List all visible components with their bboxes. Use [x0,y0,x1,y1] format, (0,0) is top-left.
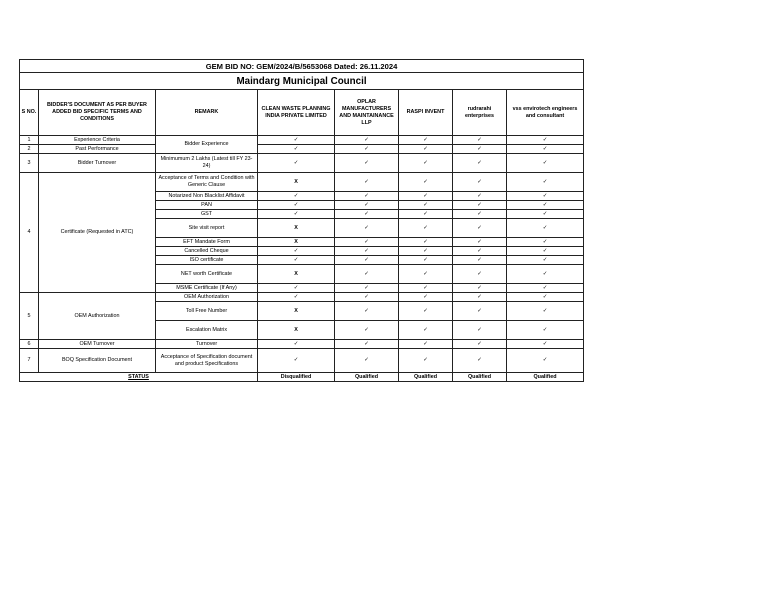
check-mark: ✓ [453,321,507,340]
status-bidder-5: Qualified [507,373,584,382]
cross-mark: X [258,265,335,284]
row-number: 3 [20,154,39,173]
check-mark: ✓ [258,256,335,265]
check-mark: ✓ [399,192,453,201]
header-row [20,90,584,136]
status-bidder-2: Qualified [335,373,399,382]
check-mark: ✓ [507,173,584,192]
check-mark: ✓ [335,302,399,321]
table-row [20,340,584,349]
check-mark: ✓ [453,284,507,293]
check-mark: ✓ [453,293,507,302]
check-mark: ✓ [258,136,335,145]
check-mark: ✓ [258,201,335,210]
document-cell: Past Performance [39,145,156,154]
remark-cell: Acceptance of Specification document and product Specifications [156,349,258,373]
check-mark: ✓ [453,265,507,284]
check-mark: ✓ [399,238,453,247]
check-mark: ✓ [453,154,507,173]
check-mark: ✓ [453,145,507,154]
remark-cell: Escalation Matrix [156,321,258,340]
table-row [20,173,584,192]
check-mark: ✓ [335,238,399,247]
status-row [20,373,584,382]
header-bidder-1: CLEAN WASTE PLANNING INDIA PRIVATE LIMITED [258,90,335,136]
check-mark: ✓ [453,340,507,349]
bid-evaluation-table [19,59,584,382]
bid-number-title: GEM BID NO: GEM/2024/B/5653068 Dated: 26.11.2024 [20,60,584,73]
check-mark: ✓ [399,210,453,219]
check-mark: ✓ [453,238,507,247]
check-mark: ✓ [335,192,399,201]
check-mark: ✓ [453,192,507,201]
check-mark: ✓ [335,136,399,145]
check-mark: ✓ [453,173,507,192]
check-mark: ✓ [399,293,453,302]
remark-cell: Notarized Non Blacklist Affidavit [156,192,258,201]
check-mark: ✓ [507,201,584,210]
remark-cell: Acceptance of Terms and Condition with Generic Clause [156,173,258,192]
status-label: STATUS [20,373,258,382]
header-bidder-2: OPLAR MANUFACTURERS AND MAINTAINANCE LLP [335,90,399,136]
check-mark: ✓ [507,340,584,349]
check-mark: ✓ [507,136,584,145]
check-mark: ✓ [453,247,507,256]
check-mark: ✓ [335,340,399,349]
check-mark: ✓ [258,154,335,173]
check-mark: ✓ [507,192,584,201]
check-mark: ✓ [507,247,584,256]
check-mark: ✓ [453,210,507,219]
remark-cell: Toll Free Number [156,302,258,321]
check-mark: ✓ [399,321,453,340]
header-bidder-5: vss envirotech engineers and consultant [507,90,584,136]
remark-cell: ISO certificate [156,256,258,265]
check-mark: ✓ [399,349,453,373]
remark-cell: Site visit report [156,219,258,238]
check-mark: ✓ [335,293,399,302]
document-cell: Certificate (Requested in ATC) [39,173,156,293]
check-mark: ✓ [335,284,399,293]
check-mark: ✓ [399,302,453,321]
check-mark: ✓ [335,256,399,265]
check-mark: ✓ [507,284,584,293]
check-mark: ✓ [507,210,584,219]
header-remark: REMARK [156,90,258,136]
header-sno: S NO. [20,90,39,136]
table-row [20,293,584,302]
check-mark: ✓ [453,302,507,321]
check-mark: ✓ [507,349,584,373]
check-mark: ✓ [258,145,335,154]
check-mark: ✓ [399,154,453,173]
check-mark: ✓ [507,256,584,265]
check-mark: ✓ [453,349,507,373]
check-mark: ✓ [507,145,584,154]
check-mark: ✓ [507,293,584,302]
check-mark: ✓ [507,265,584,284]
document-cell: Bidder Turnover [39,154,156,173]
remark-cell: MSME Certificate (If Any) [156,284,258,293]
check-mark: ✓ [335,265,399,284]
status-bidder-3: Qualified [399,373,453,382]
remark-cell: Cancelled Cheque [156,247,258,256]
status-bidder-4: Qualified [453,373,507,382]
check-mark: ✓ [258,247,335,256]
check-mark: ✓ [399,136,453,145]
remark-cell: PAN [156,201,258,210]
check-mark: ✓ [399,340,453,349]
cross-mark: X [258,302,335,321]
row-number: 1 [20,136,39,145]
remark-cell: GST [156,210,258,219]
cross-mark: X [258,173,335,192]
check-mark: ✓ [507,302,584,321]
check-mark: ✓ [258,293,335,302]
check-mark: ✓ [335,321,399,340]
check-mark: ✓ [258,210,335,219]
document-cell: OEM Authorization [39,293,156,340]
check-mark: ✓ [258,340,335,349]
remark-cell: EFT Mandate Form [156,238,258,247]
check-mark: ✓ [335,145,399,154]
cross-mark: X [258,321,335,340]
check-mark: ✓ [258,349,335,373]
remark-cell: OEM Authorization [156,293,258,302]
check-mark: ✓ [399,173,453,192]
check-mark: ✓ [335,173,399,192]
check-mark: ✓ [453,256,507,265]
check-mark: ✓ [399,201,453,210]
table-row [20,154,584,173]
check-mark: ✓ [507,238,584,247]
table-row [20,136,584,145]
check-mark: ✓ [335,154,399,173]
remark-cell: NET worth Certificate [156,265,258,284]
row-number: 2 [20,145,39,154]
check-mark: ✓ [335,210,399,219]
check-mark: ✓ [335,349,399,373]
check-mark: ✓ [399,247,453,256]
check-mark: ✓ [258,192,335,201]
cross-mark: X [258,238,335,247]
check-mark: ✓ [258,284,335,293]
table-row [20,349,584,373]
check-mark: ✓ [335,201,399,210]
status-bidder-1: Disqualified [258,373,335,382]
row-number: 4 [20,173,39,293]
check-mark: ✓ [507,219,584,238]
table-row [20,145,584,154]
check-mark: ✓ [453,201,507,210]
check-mark: ✓ [453,219,507,238]
document-cell: OEM Turnover [39,340,156,349]
row-number: 7 [20,349,39,373]
check-mark: ✓ [399,256,453,265]
check-mark: ✓ [399,145,453,154]
remark-cell: Turnover [156,340,258,349]
check-mark: ✓ [335,247,399,256]
document-cell: BOQ Specification Document [39,349,156,373]
row-number: 6 [20,340,39,349]
header-bidder-4: rudrarahi enterprises [453,90,507,136]
check-mark: ✓ [399,265,453,284]
check-mark: ✓ [335,219,399,238]
check-mark: ✓ [507,154,584,173]
check-mark: ✓ [453,136,507,145]
check-mark: ✓ [399,284,453,293]
check-mark: ✓ [399,219,453,238]
remark-cell: Minimumum 2 Lakhs (Latest till FY 23-24) [156,154,258,173]
header-bidder-3: RASPI INVENT [399,90,453,136]
document-cell: Experience Criteria [39,136,156,145]
check-mark: ✓ [507,321,584,340]
council-title: Maindarg Municipal Council [20,73,584,90]
remark-cell: Bidder Experience [156,136,258,154]
cross-mark: X [258,219,335,238]
row-number: 5 [20,293,39,340]
header-document: BIDDER'S DOCUMENT AS PER BUYER ADDED BID SPECIFIC TERMS AND CONDITIONS [39,90,156,136]
